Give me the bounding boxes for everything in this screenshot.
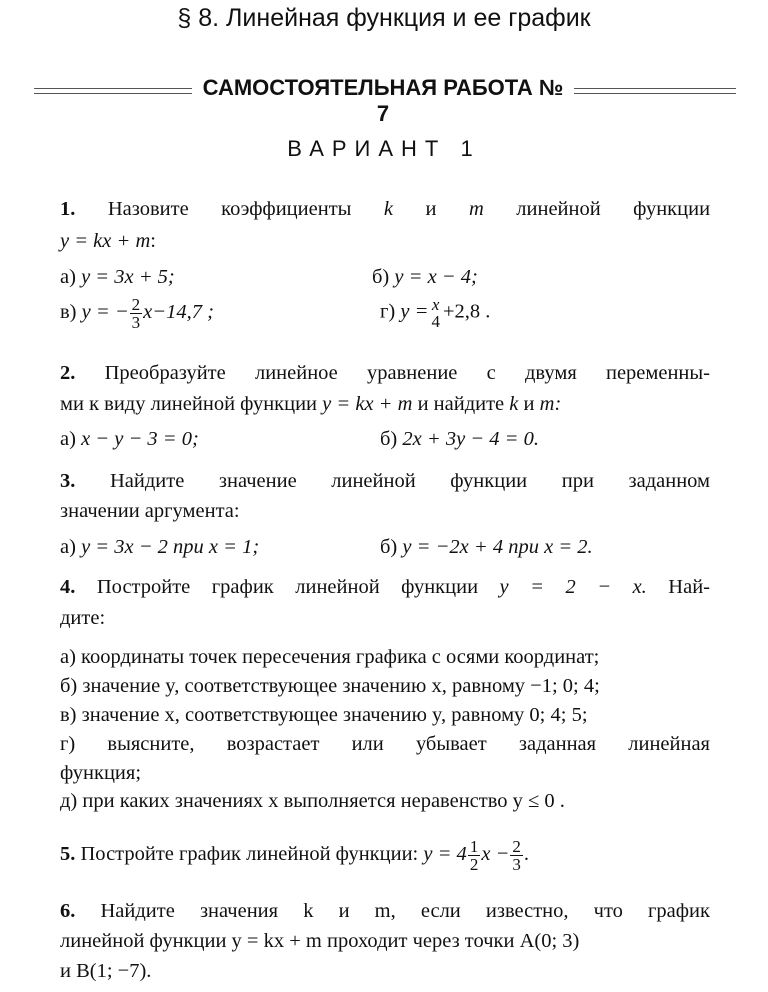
item-formula-pre: y = −: [81, 301, 129, 324]
task-1-k: k: [383, 198, 394, 220]
task-4-formula: y = 2 − x.: [499, 576, 647, 598]
task-2-line-1: [60, 362, 710, 385]
task-4-item: в) значение x, соответствующее значению y, равному 0; 4; 5;: [60, 704, 588, 726]
task-4-item: г) выясните, возрастает или убывает заданная линейная: [60, 733, 710, 755]
task-1-number: 1.: [60, 198, 76, 220]
item-formula-post: +2,8 .: [442, 300, 491, 323]
task-3-text: Найдите значение линейной функции при заданном: [109, 470, 711, 492]
task-4-item: функция;: [60, 762, 142, 784]
task-5-number: 5.: [60, 843, 76, 866]
task-1-colon: :: [150, 230, 156, 252]
item-formula: y = 3x + 5;: [81, 266, 175, 288]
task-4-line-2: дите:: [60, 607, 106, 629]
task-3-item-b: [380, 536, 593, 559]
item-formula: 2x + 3y − 4 = 0.: [402, 428, 539, 450]
item-label: а): [60, 536, 76, 558]
fraction-denominator: 2: [469, 855, 479, 874]
item-formula-post: x−14,7 ;: [143, 301, 214, 324]
fraction-numerator: 2: [131, 295, 141, 314]
fraction: [510, 838, 523, 873]
task-1-item-b: [372, 266, 478, 289]
task-5-formula-pre: y = 4: [423, 843, 467, 866]
work-title: САМОСТОЯТЕЛЬНАЯ РАБОТА № 7: [202, 75, 564, 126]
task-4-item: а) координаты точек пересечения графика с осями координат;: [60, 646, 600, 668]
task-1-line-1: [60, 198, 710, 221]
task-1-item-d: [380, 296, 490, 330]
task-4-text-b: Най-: [668, 576, 710, 598]
task-5-formula-mid: x −: [481, 843, 510, 866]
task-2-text: Преобразуйте линейное уравнение с двумя переменны-: [104, 362, 711, 384]
task-6-line-2: линейной функции y = kx + m проходит через точки A(0; 3): [60, 930, 580, 952]
task-1-m: m: [468, 198, 484, 220]
item-label: а): [60, 428, 76, 450]
task-2-number: 2.: [60, 362, 76, 384]
task-4-number: 4.: [60, 576, 76, 598]
task-4-item: д) при каких значениях x выполняется неравенство y ≤ 0 .: [60, 790, 565, 812]
task-1-text-b: линейной функции: [516, 198, 711, 220]
title-rule-left: [34, 88, 192, 94]
task-1-item-a: [60, 266, 175, 289]
task-3-line-2: значении аргумента:: [60, 500, 240, 522]
task-3-line-1: [60, 470, 710, 493]
task-2-formula: y = kx + m: [322, 393, 413, 415]
task-2-item-b: [380, 428, 539, 451]
section-header: § 8. Линейная функция и ее график: [177, 4, 591, 32]
task-6-number: 6.: [60, 900, 76, 922]
task-4-item: б) значение y, соответствующее значению x, равному −1; 0; 4;: [60, 675, 600, 697]
task-2-item-a: [60, 428, 199, 451]
item-formula: y = x − 4;: [394, 266, 478, 288]
item-label: б): [372, 266, 390, 288]
task-5-line: [60, 838, 529, 873]
title-rule-right: [574, 88, 736, 94]
fraction-numerator: 1: [469, 837, 479, 856]
task-1-formula: y = kx + m: [60, 230, 151, 252]
fraction: [130, 296, 143, 331]
item-label: б): [380, 536, 398, 558]
item-label: а): [60, 266, 76, 288]
item-label: б): [380, 428, 398, 450]
task-1-item-c: [60, 296, 214, 331]
task-5-formula-post: .: [523, 843, 529, 866]
fraction-denominator: 4: [431, 312, 440, 331]
task-2-and: и: [523, 393, 535, 415]
task-2-line-2: [60, 393, 561, 416]
item-formula: y = −2x + 4 при x = 2.: [402, 536, 593, 558]
item-formula: y = 3x − 2 при x = 1;: [81, 536, 260, 558]
task-2-m: m:: [539, 393, 562, 415]
task-4-text: Постройте график линейной функции: [96, 576, 479, 598]
fraction-denominator: 3: [512, 855, 521, 874]
item-formula-pre: y =: [400, 300, 429, 323]
fraction-numerator: 2: [512, 837, 521, 856]
task-3-number: 3.: [60, 470, 76, 492]
item-label: г): [380, 300, 396, 323]
fraction: [468, 838, 481, 873]
task-1-line-2: [60, 230, 156, 253]
task-1-text: Назовите коэффициенты: [107, 198, 352, 220]
task-5-text: Постройте график линейной функции:: [80, 843, 419, 866]
task-1-and: и: [425, 198, 437, 220]
variant-heading: ВАРИАНТ 1: [287, 136, 481, 161]
task-6-line-1: [60, 900, 710, 923]
item-formula: x − y − 3 = 0;: [81, 428, 199, 450]
task-4-line-1: [60, 576, 710, 599]
task-2-k: k: [509, 393, 519, 415]
fraction-numerator: x: [431, 295, 440, 314]
task-3-item-a: [60, 536, 259, 559]
task-6-text: Найдите значения k и m, если известно, что график: [100, 900, 710, 922]
fraction: [429, 296, 442, 330]
task-2-text-a: ми к виду линейной функции: [60, 393, 318, 415]
task-6-line-3: и B(1; −7).: [60, 960, 152, 982]
item-label: в): [60, 301, 77, 324]
fraction-denominator: 3: [131, 313, 141, 332]
task-2-text-b: и найдите: [417, 393, 505, 415]
